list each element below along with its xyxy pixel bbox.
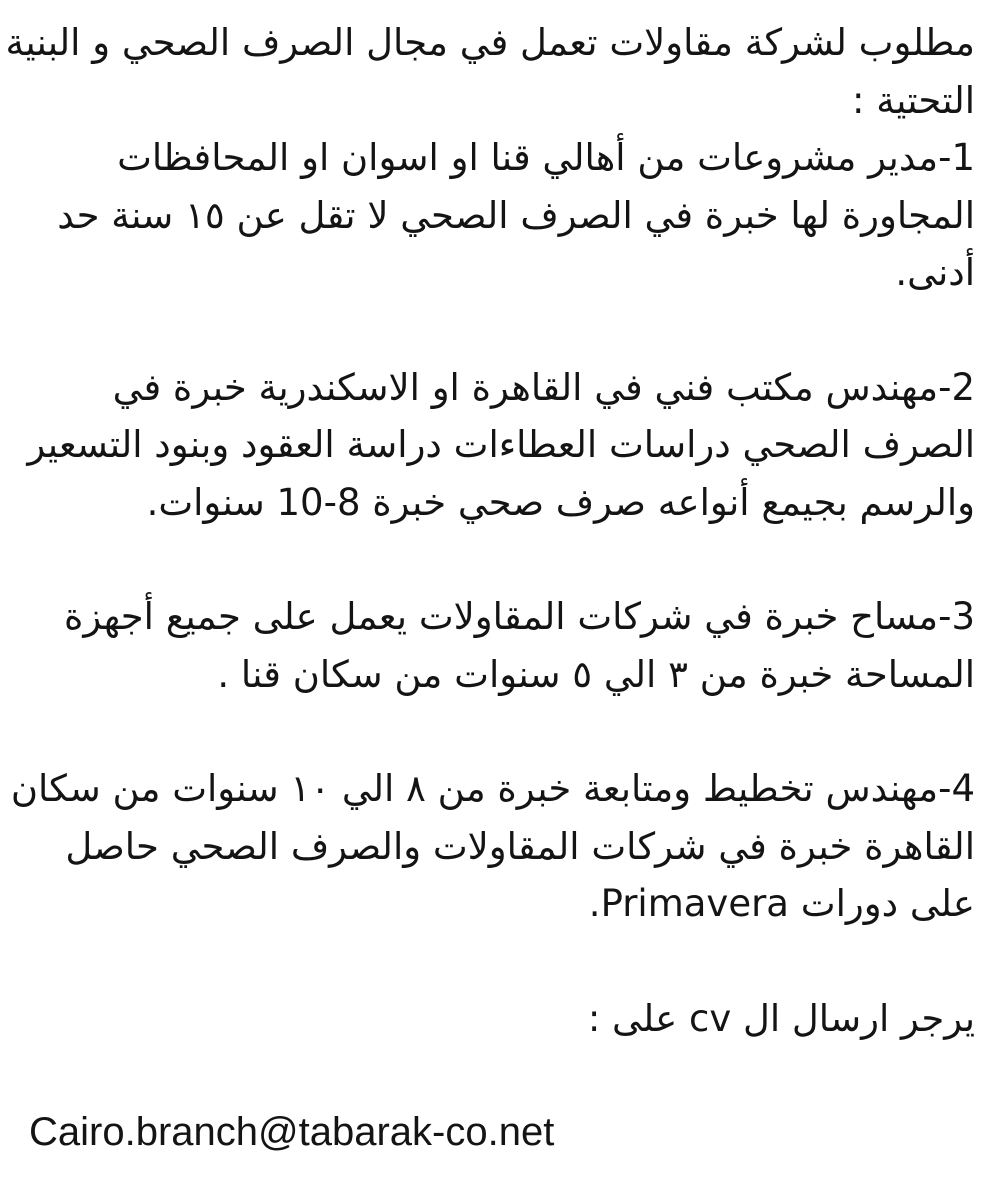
position-2-line-3: والرسم بجيمع أنواعه صرف صحي خبرة 8-10 سنوات. [146, 480, 975, 524]
position-2-paragraph [24, 359, 975, 532]
position-4-line-2: القاهرة خبرة في شركات المقاولات والصرف الصحي حاصل [65, 824, 975, 868]
position-1-line-1: 1-مدير مشروعات من أهالي قنا او اسوان او المحافظات [117, 136, 975, 179]
position-3-line-1: 3-مساح خبرة في شركات المقاولات يعمل على جميع أجهزة [63, 595, 975, 638]
contact-email-paragraph [24, 1104, 975, 1162]
position-3-line-2: المساحة خبرة من ٣ الي ٥ سنوات من سكان قنا . [217, 652, 975, 696]
position-4-paragraph [10, 760, 975, 933]
position-2-line-1: 2-مهندس مكتب فني في القاهرة او الاسكندرية خبرة في [112, 365, 975, 409]
intro-line-2: التحتية : [852, 78, 975, 122]
position-3-paragraph [24, 588, 975, 703]
position-4-line-3: على دورات Primavera. [588, 882, 975, 925]
position-1-line-3: أدنى. [895, 251, 975, 294]
position-4-line-1: 4-مهندس تخطيط ومتابعة خبرة من ٨ الي ١٠ سنوات من سكان [10, 767, 975, 810]
contact-email: Cairo.branch@tabarak-co.net [29, 1110, 555, 1154]
intro-line-1: مطلوب لشركة مقاولات تعمل في مجال الصرف الصحي و البنية [5, 21, 975, 64]
cv-instruction-paragraph [24, 990, 975, 1048]
position-1-line-2: المجاورة لها خبرة في الصرف الصحي لا تقل عن ١٥ سنة حد [57, 193, 975, 237]
position-2-line-2: الصرف الصحي دراسات العطاءات دراسة العقود وبنود التسعير [27, 423, 975, 466]
position-1-paragraph [24, 129, 975, 302]
cv-instruction: يرجر ارسال ال cv على : [587, 996, 975, 1040]
intro-paragraph [5, 14, 975, 129]
